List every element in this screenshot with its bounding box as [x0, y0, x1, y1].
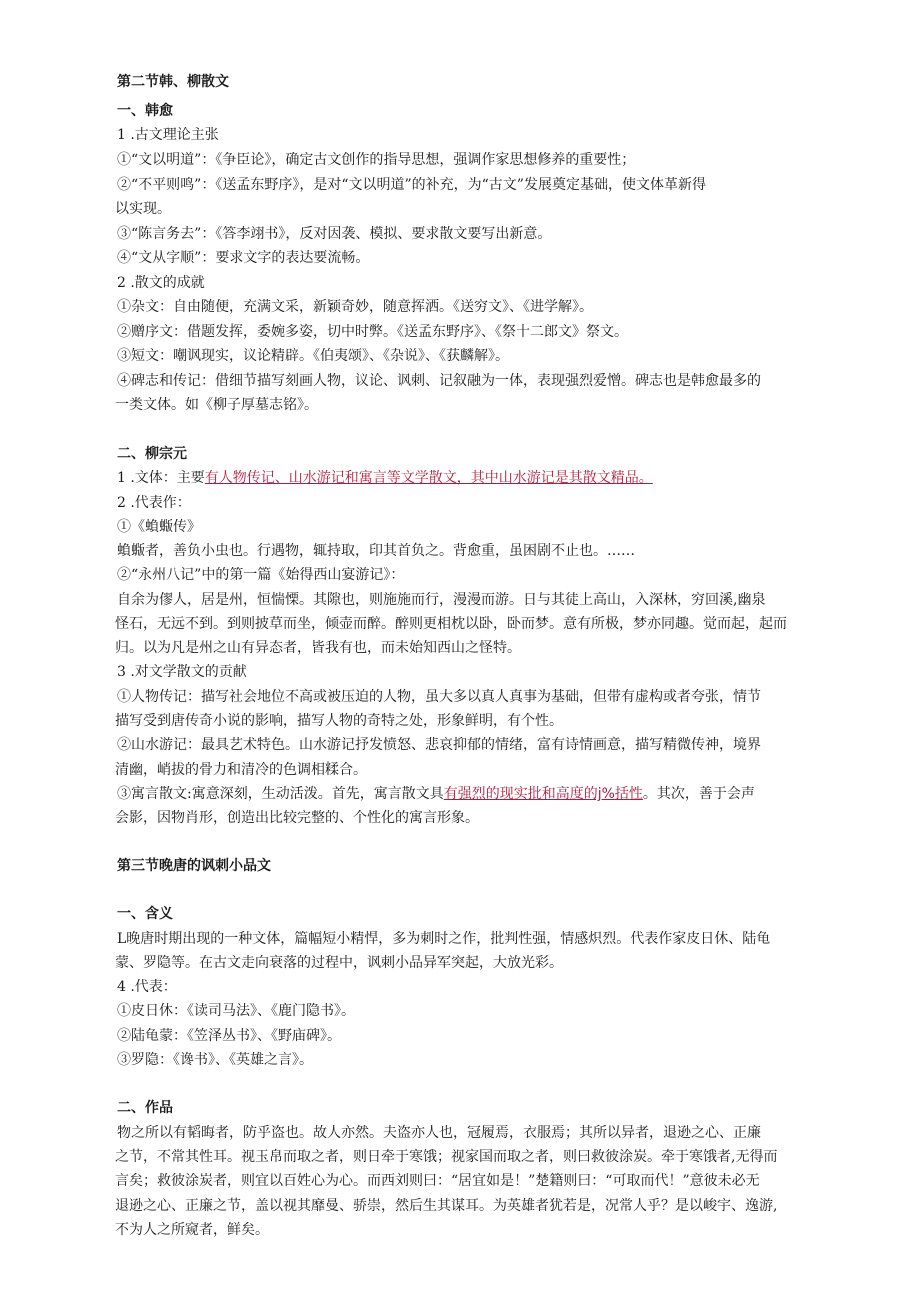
text: ③寓言散文:寓意深刻，生动活泼。首先，寓言散文具: [117, 786, 444, 802]
text: 1 .文体：主要: [117, 470, 205, 486]
paragraph: ①杂文：自由随便，充满文采，新颖奇妙，随意挥洒。《送穷文》、《进学解》。: [117, 299, 593, 315]
heading-works: 二、作品: [117, 1100, 173, 1116]
subheading: 1 .古文理论主张: [117, 127, 219, 143]
subheading: 2 .散文的成就: [117, 275, 205, 291]
subheading: 3 .对文学散文的贡献: [117, 664, 247, 680]
highlighted-text: 有人物传记、山水游记和寓言等文学散文，其中山水游记是其散文精品。: [204, 470, 653, 486]
heading-liu-zongyuan: 二、柳宗元: [117, 446, 187, 462]
paragraph: ②赠序文：借题发挥，委婉多姿，切中时弊。《送孟东野序》、《祭十二郎文》祭文。: [117, 324, 628, 340]
paragraph: ④“文从字顺”：要求文字的表达要流畅。: [117, 250, 370, 266]
paragraph: 不为人之所窥者，鲜矣。: [115, 1222, 269, 1238]
paragraph: ①《蝜蝂传》: [117, 519, 201, 535]
heading-definition: 一、含义: [117, 906, 173, 922]
paragraph: 归。以为凡是州之山有异态者，皆我有也，而未始知西山之怪特。: [115, 640, 521, 656]
subheading: 4 .代表：: [117, 979, 177, 995]
paragraph: 蒙、罗隐等。在古文走向衰落的过程中，讽刺小品异军突起，大放光彩。: [115, 955, 563, 971]
paragraph: ③罗隐：《谗书》、《英雄之言》。: [117, 1052, 313, 1068]
paragraph: 会影，因物肖形，创造出比较完整的、个性化的寓言形象。: [115, 810, 479, 826]
paragraph: 自余为僇人，居是州，恒惴慄。其隙也，则施施而行，漫漫而游。日与其徒上高山，入深林，穷回溪,幽泉: [117, 592, 766, 608]
section-title: 第三节晚唐的讽刺小品文: [117, 858, 271, 874]
paragraph: ③短文：嘲讽现实，议论精辟。《伯夷颂》、《杂说》、《获麟解》。: [117, 348, 509, 364]
paragraph: ②“永州八记”中的第一篇《始得西山宴游记》：: [117, 567, 405, 583]
paragraph: ②“不平则鸣”：《送孟东野序》，是对“文以明道”的补充，为“古文”发展奠定基础，使文体革新得: [117, 177, 706, 193]
paragraph: 怪石，无远不到。到则披草而坐，倾壶而醉。醉则更相枕以卧，卧而梦。意有所极，梦亦同趣。觉而起，起而: [115, 616, 787, 632]
section-title: 第二节韩、柳散文: [117, 74, 229, 90]
subheading: 2 .代表作：: [117, 495, 191, 511]
paragraph: L晚唐时期出现的一种文体，篇幅短小精悍，多为刺时之作，批判性强，情感炽烈。代表作家皮日休、陆龟: [117, 931, 771, 947]
paragraph: ②陆龟蒙：《笠泽丛书》、《野庙碑》。: [117, 1028, 341, 1044]
paragraph: ①人物传记：描写社会地位不高或被压迫的人物，虽大多以真人真事为基础，但带有虚构或者夸张，情节: [117, 689, 761, 705]
paragraph: 描写受到唐传奇小说的影响，描写人物的奇特之处，形象鲜明，有个性。: [115, 713, 563, 729]
heading-han-yu: 一、韩愈: [117, 103, 173, 119]
paragraph: ①“文以明道”：《争臣论》，确定古文创作的指导思想，强调作家思想修养的重要性；: [117, 152, 636, 168]
paragraph: ①皮日休：《读司马法》、《鹿门隐书》。: [117, 1003, 355, 1019]
paragraph: 退逊之心、正廉之节，盖以视其靡曼、骄崇，然后生其谋耳。为英雄者犹若是，况常人乎？是以峻宇、逸游,: [115, 1198, 778, 1214]
paragraph: 以实现。: [115, 201, 171, 217]
paragraph: [117, 784, 837, 804]
paragraph: [117, 468, 837, 488]
paragraph: ③“陈言务去”：《答李翊书》，反对因袭、模拟、要求散文要写出新意。: [117, 226, 552, 242]
paragraph: 蝜蝂者，善负小虫也。行遇物，辄持取，印其首负之。背愈重，虽困剧不止也。……: [117, 543, 635, 559]
paragraph: 清幽，峭拔的骨力和清冷的色调相糅合。: [115, 762, 367, 778]
paragraph: 一类文体。如《柳子厚墓志铭》。: [115, 397, 318, 413]
text: 。其次，善于会声: [642, 786, 755, 802]
paragraph: ④碑志和传记：借细节描写刻画人物，议论、讽刺、记叙融为一体，表现强烈爱憎。碑志也是韩愈最多的: [117, 373, 761, 389]
paragraph: 之节，不常其性耳。视玉帛而取之者，则日牵于寒饿；视家国而取之者，则曰救彼涂炭。牵于寒饿者,无得而: [115, 1149, 778, 1165]
paragraph: ②山水游记：最具艺术特色。山水游记抒发愤怒、悲哀抑郁的情绪，富有诗情画意，描写精微传神，境界: [117, 737, 761, 753]
paragraph: 言矣；救彼涂炭者，则宜以百姓心为心。而西刘则曰：“居宜如是！”楚籍则曰：“可取而代！”意彼未必无: [115, 1173, 760, 1189]
paragraph: 物之所以有韬晦者，防乎盗也。故人亦然。夫盗亦人也，冠履焉，衣服焉；其所以异者，退逊之心、正廉: [117, 1125, 761, 1141]
highlighted-text: 有强烈的现实批和高度的j%括性: [443, 786, 643, 802]
